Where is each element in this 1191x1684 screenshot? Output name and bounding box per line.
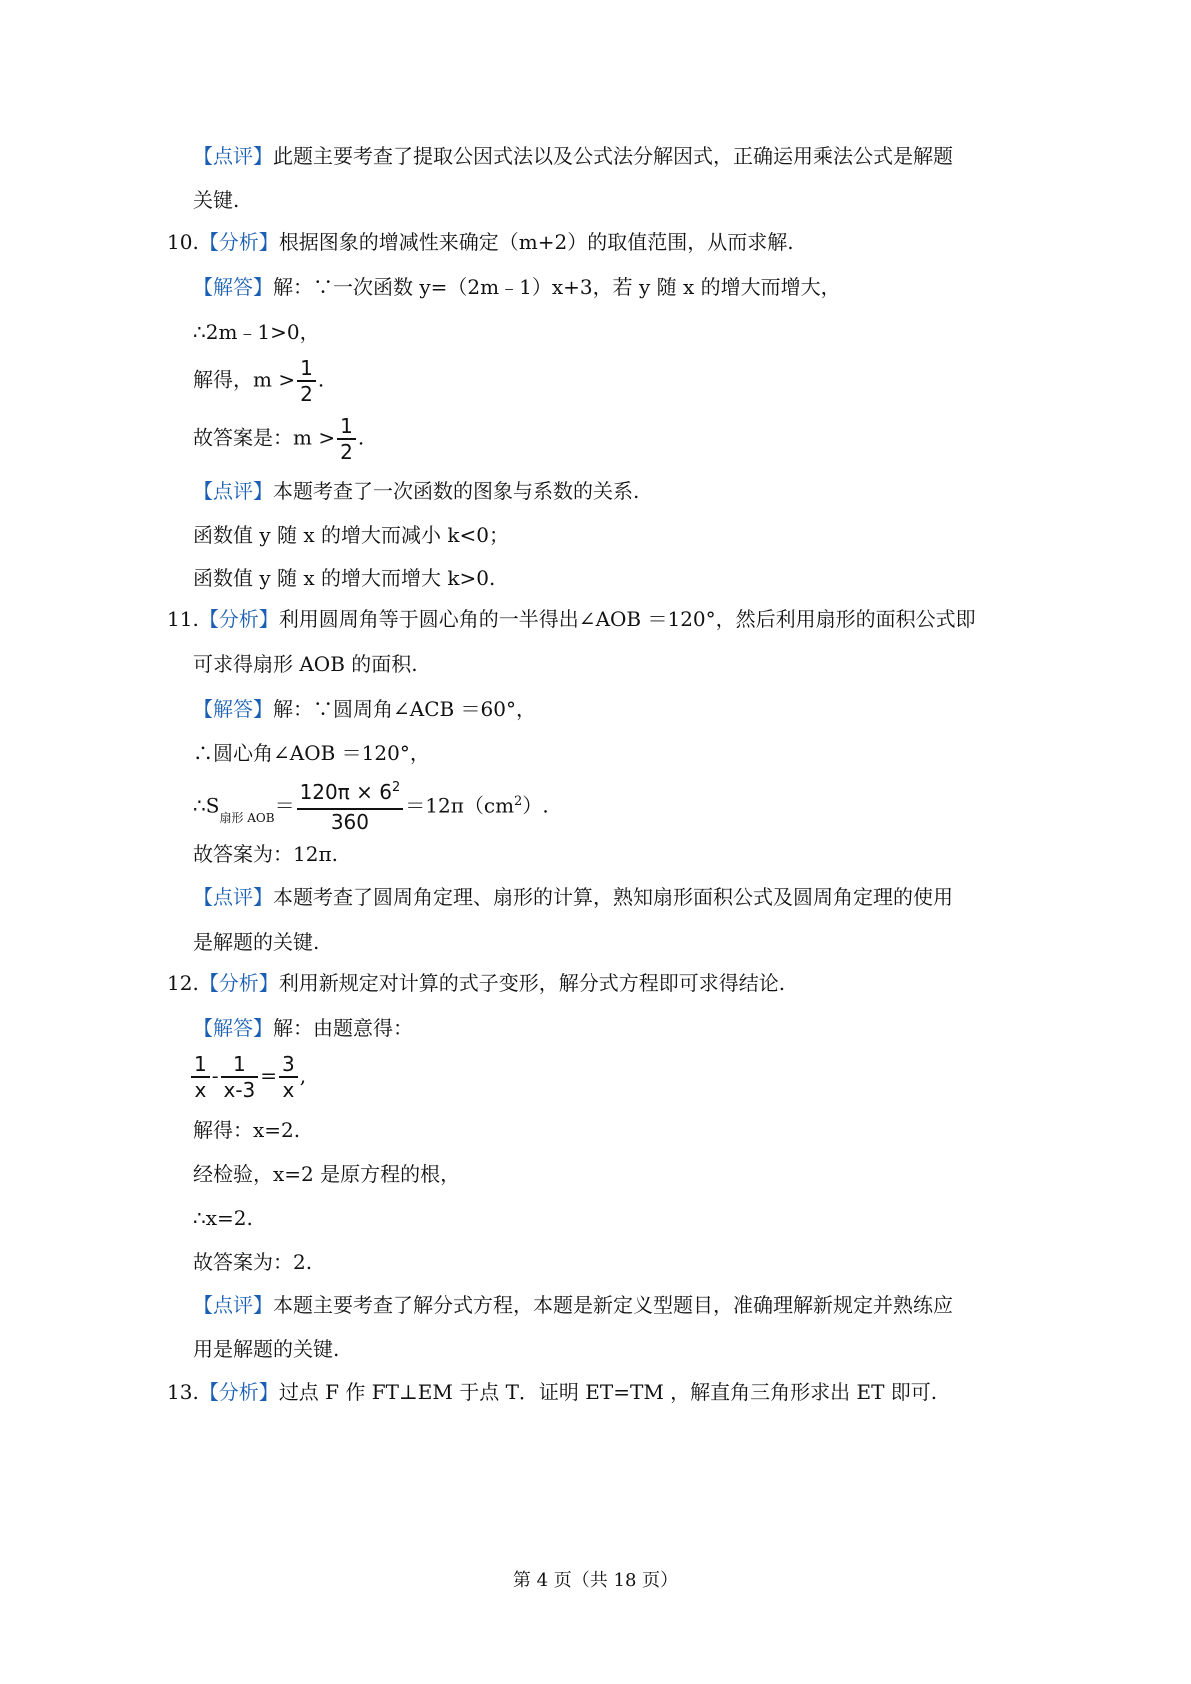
q9-comment-line-2: 关键. <box>193 188 240 212</box>
q12-number: 12. <box>167 971 199 995</box>
fraction-denominator: 2 <box>300 382 313 406</box>
fraction-denominator: x <box>194 1078 207 1102</box>
q10-comment-text: 本题考查了一次函数的图象与系数的关系. <box>273 479 640 503</box>
equals-sign: ＝ <box>274 793 295 818</box>
q11-area-prefix: ∴S <box>193 793 220 818</box>
analysis-tag: 【分析】 <box>198 1380 279 1404</box>
q9-comment-text: 此题主要考查了提取公因式法以及公式法分解因式，正确运用乘法公式是解题 <box>273 144 953 168</box>
fraction-numerator <box>297 780 404 810</box>
area-fraction <box>297 780 404 834</box>
q12-comment-text: 本题主要考查了解分式方程，本题是新定义型题目，准确理解新规定并熟练应 <box>273 1293 953 1317</box>
q13-number: 13. <box>167 1380 199 1404</box>
q10-step-4-text: 故答案是：m > <box>193 425 336 450</box>
fraction-one-half <box>337 414 356 464</box>
fraction-numerator: 1 <box>297 356 316 382</box>
q13-analysis-text: 过点 F 作 FT⊥EM 于点 T．证明 ET=TM ，解直角三角形求出 ET 即可. <box>278 1380 938 1404</box>
q12-analysis-text: 利用新规定对计算的式子变形，解分式方程即可求得结论. <box>278 971 786 995</box>
q10-answer-line <box>193 273 841 301</box>
q12-step-5: ∴x=2. <box>193 1206 253 1230</box>
q12-equation <box>189 1052 306 1102</box>
q10-step-3-text: 解得，m > <box>193 367 296 392</box>
comment-tag: 【点评】 <box>193 144 273 168</box>
q10-analysis-text: 根据图象的增减性来确定（m+2）的取值范围，从而求解. <box>278 230 794 254</box>
q12-analysis-line <box>167 969 785 997</box>
q10-step-3 <box>193 356 324 406</box>
q12-answer-line <box>193 1014 413 1042</box>
analysis-tag: 【分析】 <box>198 230 279 254</box>
page-footer: 第 4 页（共 18 页） <box>512 1570 679 1591</box>
q12-step-3: 解得：x=2. <box>193 1118 301 1142</box>
q12-step-4: 经检验，x=2 是原方程的根， <box>193 1162 461 1186</box>
q11-comment-line-1 <box>193 883 953 911</box>
fraction-3-over-x <box>279 1052 298 1102</box>
q10-number: 10. <box>167 230 199 254</box>
fraction-numerator: 1 <box>221 1052 259 1078</box>
fraction-denominator: x <box>282 1078 295 1102</box>
q11-analysis-line-2: 可求得扇形 AOB 的面积. <box>193 652 418 676</box>
q11-analysis-line-1 <box>167 605 976 633</box>
equals-sign: = <box>260 1063 278 1088</box>
answer-tag: 【解答】 <box>193 1016 273 1040</box>
q11-comment-line-2: 是解题的关键. <box>193 930 320 954</box>
comment-tag: 【点评】 <box>193 885 273 909</box>
fraction-numerator: 1 <box>191 1052 210 1078</box>
numerator-exponent: 2 <box>392 780 401 795</box>
fraction-denominator: x-3 <box>223 1078 256 1102</box>
q11-answer-text: 解：∵圆周角∠ACB ＝60°， <box>273 697 537 721</box>
period: . <box>317 367 325 392</box>
q11-area-result: ＝12π（cm <box>405 793 515 818</box>
q12-comment-line-2: 用是解题的关键. <box>193 1337 340 1361</box>
period: . <box>357 425 365 450</box>
comma: , <box>299 1063 307 1088</box>
q11-step-4: 故答案为：12π. <box>193 842 338 866</box>
minus-sign: - <box>211 1063 219 1088</box>
fraction-numerator: 1 <box>337 414 356 440</box>
q13-analysis-line <box>167 1378 937 1406</box>
q10-answer-text: 解：∵一次函数 y=（2m﹣1）x+3，若 y 随 x 的增大而增大， <box>273 275 841 299</box>
q12-comment-line-1 <box>193 1291 953 1319</box>
fraction-1-over-x-minus-3 <box>221 1052 259 1102</box>
q11-area-close: ）. <box>522 793 549 818</box>
q10-comment-line <box>193 477 639 505</box>
q10-note-2: 函数值 y 随 x 的增大而增大 k>0. <box>193 566 496 590</box>
q10-note-1: 函数值 y 随 x 的增大而减小 k<0； <box>193 523 509 547</box>
unit-exponent: 2 <box>514 793 523 809</box>
q11-comment-text: 本题考查了圆周角定理、扇形的计算，熟知扇形面积公式及圆周角定理的使用 <box>273 885 953 909</box>
analysis-tag: 【分析】 <box>198 607 279 631</box>
q11-analysis-text: 利用圆周角等于圆心角的一半得出∠AOB ＝120°，然后利用扇形的面积公式即 <box>278 607 976 631</box>
q12-step-6: 故答案为：2. <box>193 1250 313 1274</box>
q11-number: 11. <box>167 607 199 631</box>
q10-step-4 <box>193 414 364 464</box>
comment-tag: 【点评】 <box>193 1293 273 1317</box>
answer-tag: 【解答】 <box>193 275 273 299</box>
analysis-tag: 【分析】 <box>198 971 279 995</box>
q10-step-2: ∴2m﹣1>0， <box>193 320 320 344</box>
answer-tag: 【解答】 <box>193 697 273 721</box>
q11-answer-line <box>193 695 536 723</box>
q11-step-2: ∴圆心角∠AOB ＝120°， <box>193 741 430 765</box>
fraction-denominator: 360 <box>330 810 370 834</box>
q12-answer-text: 解：由题意得： <box>273 1016 413 1040</box>
fraction-one-half <box>297 356 316 406</box>
fraction-numerator: 3 <box>279 1052 298 1078</box>
q9-comment-line-1 <box>193 142 953 170</box>
fraction-1-over-x <box>191 1052 210 1102</box>
q11-area-subscript: 扇形 AOB <box>219 810 275 825</box>
q10-analysis-line <box>167 228 794 256</box>
comment-tag: 【点评】 <box>193 479 273 503</box>
fraction-denominator: 2 <box>340 440 353 464</box>
q11-area-formula <box>193 780 549 834</box>
numerator-text: 120π × 6 <box>299 780 392 804</box>
